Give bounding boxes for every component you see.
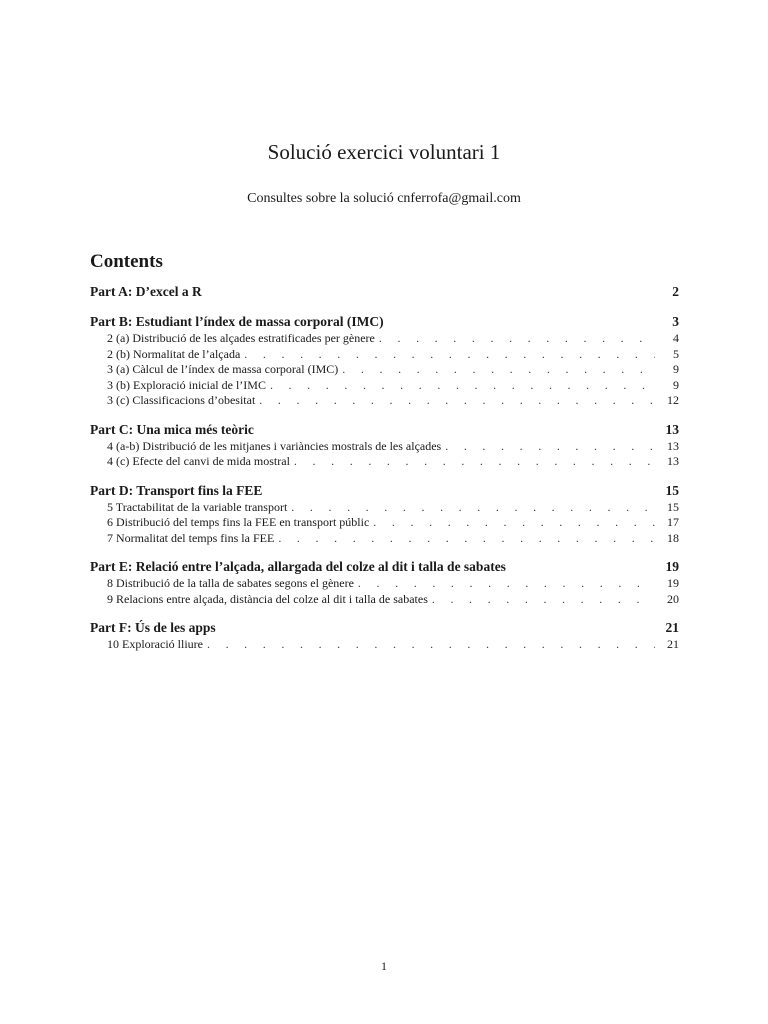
toc-dot-leader [379, 331, 655, 347]
toc-part-entry[interactable] [90, 558, 679, 576]
toc-subsection-label: 9 Relacions entre alçada, distància del colze al dit i talla de sabates [107, 591, 428, 606]
table-of-contents [90, 283, 679, 665]
toc-subsection-page: 17 [667, 515, 679, 529]
toc-subsection-label: 3 (b) Exploració inicial de l’IMC [107, 377, 266, 392]
toc-subsection-page: 13 [667, 454, 679, 468]
toc-subsection-entry[interactable] [90, 454, 679, 470]
toc-part-label: Part A: D’excel a R [90, 284, 202, 299]
toc-subsection-entry[interactable] [90, 531, 679, 547]
toc-part-page: 21 [665, 620, 679, 635]
toc-subsection-label: 7 Normalitat del temps fins la FEE [107, 530, 275, 545]
toc-subsection-entry[interactable] [90, 515, 679, 531]
toc-subsection-page: 20 [667, 591, 679, 606]
toc-subsection-page: 13 [667, 438, 679, 453]
toc-subsection-label: 10 Exploració lliure [107, 637, 203, 651]
toc-subsection-entry[interactable] [90, 331, 679, 347]
author-contact: Consultes sobre la solució cnferrofa@gmail.com [247, 191, 521, 206]
toc-subsection-entry[interactable] [90, 576, 679, 592]
toc-subsection-page: 5 [673, 346, 679, 361]
toc-subsection-label: 3 (c) Classificacions d’obesitat [107, 393, 256, 407]
toc-part [90, 482, 679, 547]
toc-dot-leader [358, 576, 655, 592]
toc-part-label: Part F: Ús de les apps [90, 620, 216, 635]
toc-subsection-label: 6 Distribució del temps fins la FEE en transport públic [107, 515, 370, 529]
toc-part [90, 283, 679, 301]
toc-part-label: Part E: Relació entre l’alçada, allargada del colze al dit i talla de sabates [90, 559, 506, 574]
page-number: 1 [381, 959, 387, 973]
toc-dot-leader [259, 393, 655, 409]
toc-part-page: 2 [672, 284, 679, 299]
toc-part [90, 619, 679, 653]
toc-part [90, 558, 679, 607]
toc-subsection-page: 21 [667, 637, 679, 651]
toc-part-label: Part D: Transport fins la FEE [90, 482, 263, 498]
toc-subsection-page: 18 [667, 530, 679, 545]
toc-subsection-label: 2 (a) Distribució de les alçades estratificades per gènere [107, 331, 375, 345]
toc-subsection-page: 19 [667, 576, 679, 590]
toc-part-page: 13 [665, 421, 679, 437]
toc-dot-leader [342, 362, 655, 378]
toc-subsection-label: 5 Tractabilitat de la variable transport [107, 499, 288, 514]
toc-part [90, 313, 679, 409]
toc-part-entry[interactable] [90, 283, 679, 301]
toc-part-page: 15 [665, 482, 679, 498]
toc-dot-leader [270, 378, 655, 394]
toc-dot-leader [291, 500, 655, 516]
toc-subsection-page: 9 [673, 362, 679, 376]
toc-subsection-entry[interactable] [90, 439, 679, 455]
toc-dot-leader [373, 515, 655, 531]
toc-subsection-page: 15 [667, 499, 679, 514]
toc-dot-leader [294, 454, 655, 470]
toc-subsection-entry[interactable] [90, 362, 679, 378]
toc-subsection-page: 9 [673, 377, 679, 392]
toc-subsection-entry[interactable] [90, 393, 679, 409]
toc-part-entry[interactable] [90, 482, 679, 500]
toc-dot-leader [278, 531, 655, 547]
toc-subsection-page: 12 [667, 393, 679, 407]
toc-subsection-entry[interactable] [90, 347, 679, 363]
toc-part-label: Part C: Una mica més teòric [90, 421, 254, 437]
toc-part-entry[interactable] [90, 421, 679, 439]
toc-subsection-label: 3 (a) Càlcul de l’índex de massa corporal (IMC) [107, 362, 339, 376]
toc-part [90, 421, 679, 470]
toc-subsection-entry[interactable] [90, 592, 679, 608]
toc-part-page: 3 [672, 314, 679, 329]
toc-dot-leader [207, 637, 655, 653]
toc-subsection-entry[interactable] [90, 637, 679, 653]
toc-dot-leader [244, 347, 655, 363]
toc-subsection-entry[interactable] [90, 378, 679, 394]
toc-part-page: 19 [665, 559, 679, 574]
toc-subsection-label: 4 (a-b) Distribució de les mitjanes i variàncies mostrals de les alçades [107, 438, 442, 453]
contents-heading: Contents [90, 251, 163, 272]
toc-subsection-label: 8 Distribució de la talla de sabates segons el gènere [107, 576, 354, 590]
toc-part-label: Part B: Estudiant l’índex de massa corporal (IMC) [90, 314, 384, 329]
toc-part-entry[interactable] [90, 313, 679, 331]
toc-dot-leader [432, 592, 655, 608]
toc-subsection-label: 2 (b) Normalitat de l’alçada [107, 346, 241, 361]
toc-subsection-label: 4 (c) Efecte del canvi de mida mostral [107, 454, 290, 468]
toc-dot-leader [445, 439, 655, 455]
toc-subsection-page: 4 [673, 331, 679, 345]
toc-subsection-entry[interactable] [90, 500, 679, 516]
document-title: Solució exercici voluntari 1 [267, 140, 501, 164]
toc-part-entry[interactable] [90, 619, 679, 637]
